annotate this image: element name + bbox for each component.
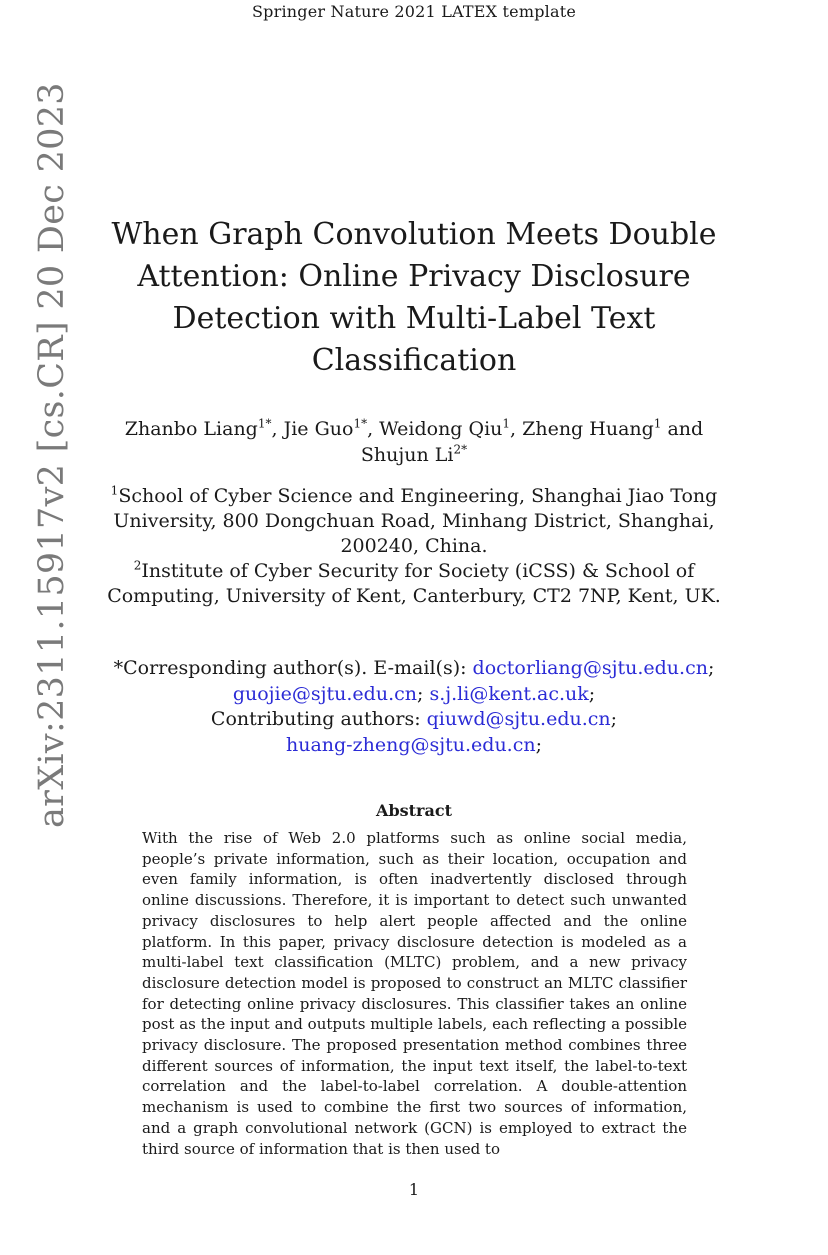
author-affiliation-marker: 1* [353,416,368,431]
author-name: Jie Guo [283,418,354,440]
email-link[interactable]: qiuwd@sjtu.edu.cn [426,708,611,730]
correspondence-block [100,656,728,758]
author-separator: , [367,418,380,440]
affiliation-item [100,559,728,609]
running-header: Springer Nature 2021 LATEX template [252,2,576,21]
email-separator: ; [535,733,543,756]
paper-title: When Graph Convolution Meets Double Attention: Online Privacy Disclosure Detection with Multi-Label Text Classification [111,217,717,378]
affiliation-text: Institute of Cyber Security for Society (iCSS) & School of Computing, University of Kent, Canterbury, CT2 7NP, Kent, UK. [107,560,721,607]
affiliation-list [100,484,728,609]
author-separator: and [661,418,704,440]
email-link[interactable]: guojie@sjtu.edu.cn [232,682,417,705]
email-link[interactable]: huang-zheng@sjtu.edu.cn [285,733,536,756]
arxiv-identifier-stamp: arXiv:2311.15917v2 [cs.CR] 20 Dec 2023 [32,82,72,828]
author-name: Weidong Qiu [379,418,503,440]
affiliation-number: 1 [110,483,119,498]
contributing-label: Contributing authors: [210,708,427,730]
abstract-heading: Abstract [376,801,452,820]
author-affiliation-marker: 1* [257,416,272,431]
author-separator: , [510,418,523,440]
email-link[interactable]: doctorliang@sjtu.edu.cn [472,657,708,679]
email-separator: ; [707,657,715,679]
affiliation-item [100,484,728,559]
abstract-text: With the rise of Web 2.0 platforms such as online social media, people’s private information, such as their location, occupation and even family information, is often inadvertently disclosed through online discussions. Therefore, it is important to detect such unwanted privacy disclosures to help alert people affected and the online platform. In this paper, privacy disclosure detection is modeled as a multi-label text classification (MLTC) problem, and a new privacy disclosure detection model is proposed to construct an MLTC classifier for detecting online privacy disclosures. This classifier takes an online post as the input and outputs multiple labels, each reflecting a possible privacy disclosure. The proposed presentation method combines three different sources of information, the input text itself, the label-to-text correlation and the label-to-label correlation. A double-attention mechanism is used to combine the first two sources of information, and a graph convolutional network (GCN) is employed to extract the third source of information that is then used to [142,829,687,1158]
email-separator: ; [610,708,618,730]
author-name: Shujun Li [360,444,454,466]
author-list [100,416,728,468]
author-affiliation-marker: 2* [453,442,468,457]
author-affiliation-marker: 1 [502,416,511,431]
email-separator: ; [588,682,596,705]
author-affiliation-marker: 1 [653,416,662,431]
email-separator: ; [417,682,424,705]
corresponding-label: *Corresponding author(s). E-mail(s): [113,657,473,679]
author-name: Zheng Huang [522,418,654,440]
affiliation-number: 2 [133,558,142,573]
page-number: 1 [408,1180,420,1199]
email-link[interactable]: s.j.li@kent.ac.uk [429,682,589,705]
author-name: Zhanbo Liang [124,418,258,440]
author-separator: , [271,418,284,440]
affiliation-text: School of Cyber Science and Engineering, Shanghai Jiao Tong University, 800 Dongchuan Road, Minhang District, Shanghai, 200240, China. [113,485,718,557]
